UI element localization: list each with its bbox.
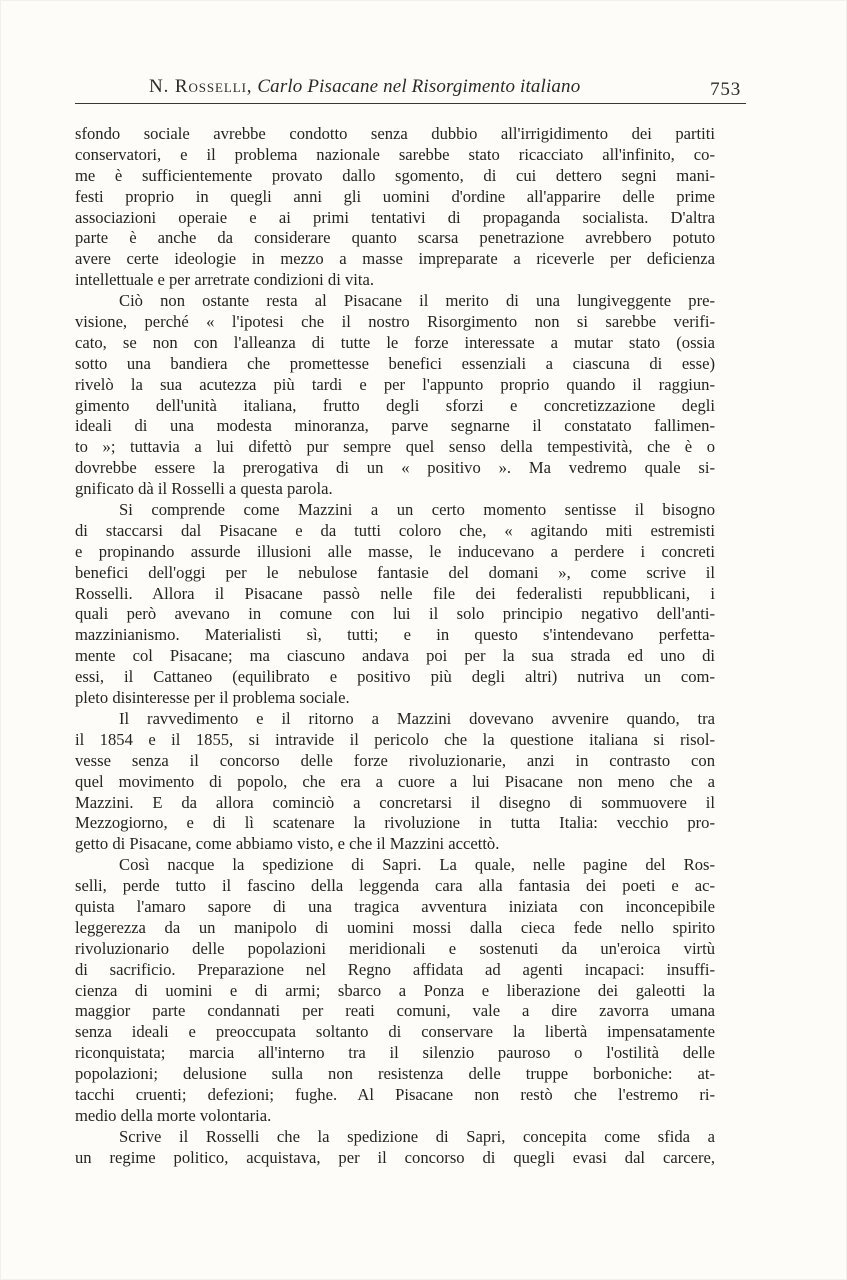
text-line: Mazzini. E da allora cominciò a concretarsi il disegno di sommuovere il xyxy=(75,792,715,812)
text-line: me è sufficientemente provato dallo sgomento, di cui dettero segni mani- xyxy=(75,165,715,185)
text-line: sfondo sociale avrebbe condotto senza dubbio all'irrigidimento dei partiti xyxy=(75,124,715,143)
text-line: mazzinianismo. Materialisti sì, tutti; e in questo s'intendevano perfetta- xyxy=(75,625,715,645)
text-line: Scrive il Rosselli che la spedizione di Sapri, concepita come sfida a xyxy=(119,1126,715,1146)
text-line: tacchi cruenti; defezioni; fughe. Al Pisacane non restò che l'estremo ri- xyxy=(75,1084,715,1104)
running-title xyxy=(149,76,580,98)
text-line: leggerezza da un manipolo di uomini mossi dalla cieca fede nello spirito xyxy=(75,917,715,937)
text-line: ideali di una modesta minoranza, parve segnarne il constatato fallimen- xyxy=(75,416,715,436)
text-line: pleto disinteresse per il problema sociale. xyxy=(75,688,350,708)
text-line: intellettuale e per arretrate condizioni di vita. xyxy=(75,270,375,290)
text-line: gnificato dà il Rosselli a questa parola. xyxy=(75,479,333,499)
text-line: parte è anche da considerare quanto scarsa penetrazione avrebbero potuto xyxy=(75,228,715,248)
text-line: quista l'amaro sapore di una tragica avventura iniziata con inconcepibile xyxy=(75,896,715,916)
text-line: benefici dell'oggi per le nebulose fantasie del domani », come scrive il xyxy=(75,562,715,582)
running-head xyxy=(75,76,745,104)
text-line: selli, perde tutto il fascino della leggenda cara alla fantasia dei poeti e ac- xyxy=(75,876,715,896)
text-line: quali però avevano in comune con lui il solo principio negativo dell'anti- xyxy=(75,604,715,624)
text-line: avere certe ideologie in mezzo a masse impreparate a riceverle per deficienza xyxy=(75,249,715,269)
text-line: popolazioni; delusione sulla non resistenza delle truppe borboniche: at- xyxy=(75,1064,715,1084)
text-line: Si comprende come Mazzini a un certo momento sentisse il bisogno xyxy=(119,500,715,520)
text-line: di staccarsi dal Pisacane e da tutti coloro che, « agitando miti estremisti xyxy=(75,520,715,540)
text-line: essi, il Cattaneo (equilibrato e positivo più degli altri) nutriva un com- xyxy=(75,667,715,687)
author-name: N. Rosselli, xyxy=(149,76,253,97)
text-line: to »; tuttavia a lui difettò pur sempre quel senso della tempestività, che è o xyxy=(75,437,715,457)
header-rule xyxy=(75,103,746,104)
text-line: festi proprio in quegli anni gli uomini d'ordine all'apparire delle prime xyxy=(75,186,715,206)
text-line: conservatori, e il problema nazionale sarebbe stato ricacciato all'infinito, co- xyxy=(75,144,715,164)
text-line: mente col Pisacane; ma ciascuno andava poi per la sua strada ed uno di xyxy=(75,646,715,666)
text-line: visione, perché « l'ipotesi che il nostro Risorgimento non si sarebbe verifi- xyxy=(75,312,715,332)
text-line: maggior parte condannati per reati comuni, vale a dire zavorra umana xyxy=(75,1001,715,1021)
page-number: 753 xyxy=(710,79,741,100)
text-line: Così nacque la spedizione di Sapri. La quale, nelle pagine del Ros- xyxy=(119,855,715,875)
text-line: Ciò non ostante resta al Pisacane il merito di una lungiveggente pre- xyxy=(119,291,715,311)
text-line: quel movimento di popolo, che era a cuore a lui Pisacane non meno che a xyxy=(75,771,715,791)
text-line: Rosselli. Allora il Pisacane passò nelle file dei federalisti repubblicani, i xyxy=(75,583,715,603)
text-line: di sacrificio. Preparazione nel Regno affidata ad agenti incapaci: insuffi- xyxy=(75,959,715,979)
text-line: getto di Pisacane, come abbiamo visto, e che il Mazzini accettò. xyxy=(75,834,500,854)
text-line: senza ideali e preoccupata soltanto di conservare la libertà impensatamente xyxy=(75,1022,715,1042)
text-line: rivoluzionario delle popolazioni meridionali e sostenuti da un'eroica virtù xyxy=(75,938,715,958)
text-line: il 1854 e il 1855, si intravide il pericolo che la questione italiana si risol- xyxy=(75,729,715,749)
text-line: Il ravvedimento e il ritorno a Mazzini dovevano avvenire quando, tra xyxy=(119,708,715,728)
text-line: cato, se non con l'alleanza di tutte le forze interessate a mutar stato (ossia xyxy=(75,332,715,352)
text-line: sotto una bandiera che promettesse benefici essenziali a ciascuna di esse) xyxy=(75,353,715,373)
text-line: cienza di uomini e di armi; sbarco a Ponza e liberazione dei galeotti la xyxy=(75,980,715,1000)
text-line: Mezzogiorno, e di lì scatenare la rivoluzione in tutta Italia: vecchio pro- xyxy=(75,813,715,833)
text-line: vesse senza il concorso delle forze rivoluzionarie, anzi in contrasto con xyxy=(75,750,715,770)
text-line: gimento dell'unità italiana, frutto degli sforzi e concretizzazione degli xyxy=(75,395,715,415)
text-line: associazioni operaie e ai primi tentativi di propaganda socialista. D'altra xyxy=(75,207,715,227)
text-line: rivelò la sua acutezza più tardi e per l'appunto proprio quando il raggiun- xyxy=(75,374,715,394)
text-line: medio della morte volontaria. xyxy=(75,1105,272,1125)
body-text xyxy=(75,124,715,1169)
text-line: dovrebbe essere la prerogativa di un « positivo ». Ma vedremo quale si- xyxy=(75,458,715,478)
text-line: e propinando assurde illusioni alle masse, le inducevano a perdere i concreti xyxy=(75,541,715,561)
text-line: riconquistata; marcia all'interno tra il silenzio pauroso o l'ostilità delle xyxy=(75,1043,715,1063)
work-title: Carlo Pisacane nel Risorgimento italiano xyxy=(257,76,581,97)
text-line: un regime politico, acquistava, per il concorso di quegli evasi dal carcere, xyxy=(75,1147,715,1167)
